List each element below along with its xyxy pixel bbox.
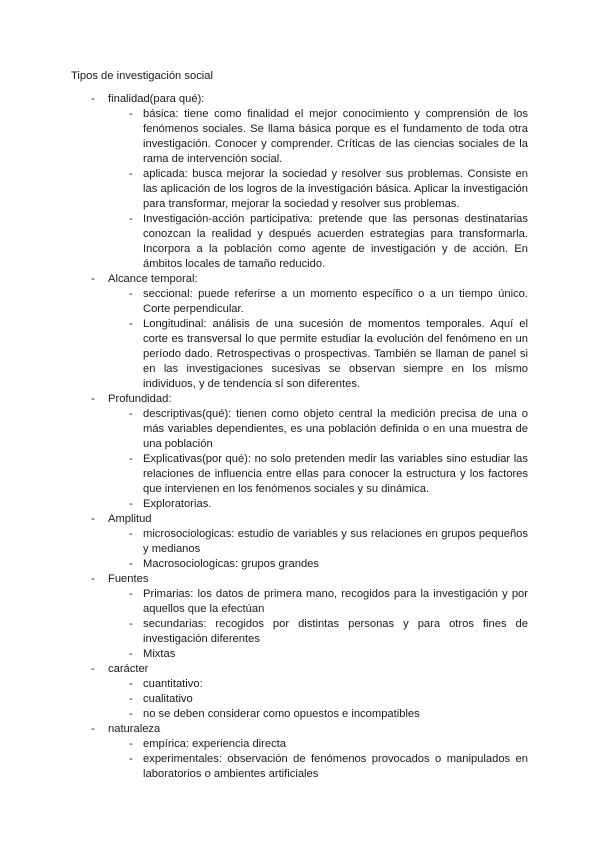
section-label: finalidad(para qué): — [108, 93, 205, 105]
section-items — [108, 587, 528, 662]
section-items — [108, 407, 528, 512]
section-items — [108, 287, 528, 392]
list-item — [108, 737, 528, 752]
item-text: Exploratorias. — [143, 498, 212, 510]
section-label: Profundidad: — [108, 393, 172, 405]
bullet-dash: - — [129, 693, 133, 705]
outline-list — [71, 92, 528, 782]
item-text: aplicada: busca mejorar la sociedad y resolver sus problemas. Consiste en las aplicación de los logros de la investigación básica. Aplicar la investigación para transformar, mejorar la sociedad y resolver sus problemas. — [143, 168, 528, 210]
bullet-dash: - — [91, 93, 95, 105]
section-label: Amplitud — [108, 513, 152, 525]
section-label: Alcance temporal: — [108, 273, 198, 285]
bullet-dash: - — [129, 753, 133, 765]
list-item — [108, 677, 528, 692]
bullet-dash: - — [129, 453, 133, 465]
list-item — [108, 527, 528, 557]
list-item — [108, 317, 528, 392]
outline-section — [71, 92, 528, 272]
list-item — [108, 617, 528, 647]
section-items — [108, 737, 528, 782]
outline-section — [71, 392, 528, 512]
bullet-dash: - — [129, 558, 133, 570]
bullet-dash: - — [91, 723, 95, 735]
bullet-dash: - — [91, 393, 95, 405]
item-text: cualitativo — [143, 693, 193, 705]
bullet-dash: - — [129, 588, 133, 600]
item-text: Longitudinal: análisis de una sucesión de momentos temporales. Aquí el corte es transversal lo que permite estudiar la evolución del fenómeno en un período dado. Retrospectivas o prospectivas. También se llaman de panel si en las investigaciones sucesivas se observan siempre en los mismo individuos, y de tendencia sí son diferentes. — [143, 318, 528, 390]
item-text: seccional: puede referirse a un momento específico o a un tiempo único. Corte perpendicular. — [143, 288, 528, 315]
item-text: Mixtas — [143, 648, 176, 660]
list-item — [108, 167, 528, 212]
outline-section — [71, 572, 528, 662]
item-text: básica: tiene como finalidad el mejor conocimiento y comprensión de los fenómenos sociales. Se llama básica porque es el fundamento de toda otra investigación. Conocer y comprender. Críticas de las ciencias sociales de la rama de intervención social. — [143, 108, 528, 165]
section-label: naturaleza — [108, 723, 161, 735]
bullet-dash: - — [91, 513, 95, 525]
item-text: experimentales: observación de fenómenos provocados o manipulados en laboratorios o ambientes artificiales — [143, 753, 528, 780]
list-item — [108, 557, 528, 572]
bullet-dash: - — [129, 213, 133, 225]
bullet-dash: - — [129, 738, 133, 750]
section-items — [108, 677, 528, 722]
item-text: Explicativas(por qué): no solo pretenden medir las variables sino estudiar las relaciones de influencia entre ellas para conocer la estructura y los factores que intervienen en los fenómenos sociales y su dinámica. — [143, 453, 528, 495]
section-label: Fuentes — [108, 573, 149, 585]
outline-section — [71, 512, 528, 572]
bullet-dash: - — [129, 318, 133, 330]
item-text: Investigación-acción participativa: pretende que las personas destinatarias conozcan la realidad y después acuerden estrategias para transformarla. Incorpora a la población como agente de investigación y de acción. En ámbitos locales de tamaño reducido. — [143, 213, 528, 270]
section-items — [108, 527, 528, 572]
list-item — [108, 452, 528, 497]
list-item — [108, 692, 528, 707]
list-item — [108, 647, 528, 662]
item-text: cuantitativo: — [143, 678, 203, 690]
bullet-dash: - — [129, 618, 133, 630]
list-item — [108, 587, 528, 617]
item-text: secundarias: recogidos por distintas personas y para otros fines de investigación diferentes — [143, 618, 528, 645]
outline-section — [71, 662, 528, 722]
bullet-dash: - — [129, 498, 133, 510]
section-items — [108, 107, 528, 272]
bullet-dash: - — [129, 528, 133, 540]
outline-section — [71, 722, 528, 782]
bullet-dash: - — [129, 708, 133, 720]
item-text: empírica: experiencia directa — [143, 738, 287, 750]
item-text: microsociologicas: estudio de variables y sus relaciones en grupos pequeños y medianos — [143, 528, 528, 555]
item-text: no se deben considerar como opuestos e incompatibles — [143, 708, 420, 720]
bullet-dash: - — [129, 408, 133, 420]
list-item — [108, 212, 528, 272]
bullet-dash: - — [129, 678, 133, 690]
list-item — [108, 107, 528, 167]
bullet-dash: - — [91, 273, 95, 285]
item-text: Primarias: los datos de primera mano, recogidos para la investigación y por aquellos que la efectúan — [143, 588, 528, 615]
list-item — [108, 752, 528, 782]
outline-section — [71, 272, 528, 392]
bullet-dash: - — [129, 168, 133, 180]
bullet-dash: - — [129, 108, 133, 120]
list-item — [108, 497, 528, 512]
bullet-dash: - — [129, 648, 133, 660]
bullet-dash: - — [91, 663, 95, 675]
document-title: Tipos de investigación social — [71, 70, 213, 82]
list-item — [108, 707, 528, 722]
bullet-dash: - — [91, 573, 95, 585]
item-text: Macrosociologicas: grupos grandes — [143, 558, 319, 570]
list-item — [108, 287, 528, 317]
list-item — [108, 407, 528, 452]
bullet-dash: - — [129, 288, 133, 300]
section-label: carácter — [108, 663, 149, 675]
item-text: descriptivas(qué): tienen como objeto central la medición precisa de una o más variables dependientes, es una población definida o en una muestra de una población — [143, 408, 528, 450]
